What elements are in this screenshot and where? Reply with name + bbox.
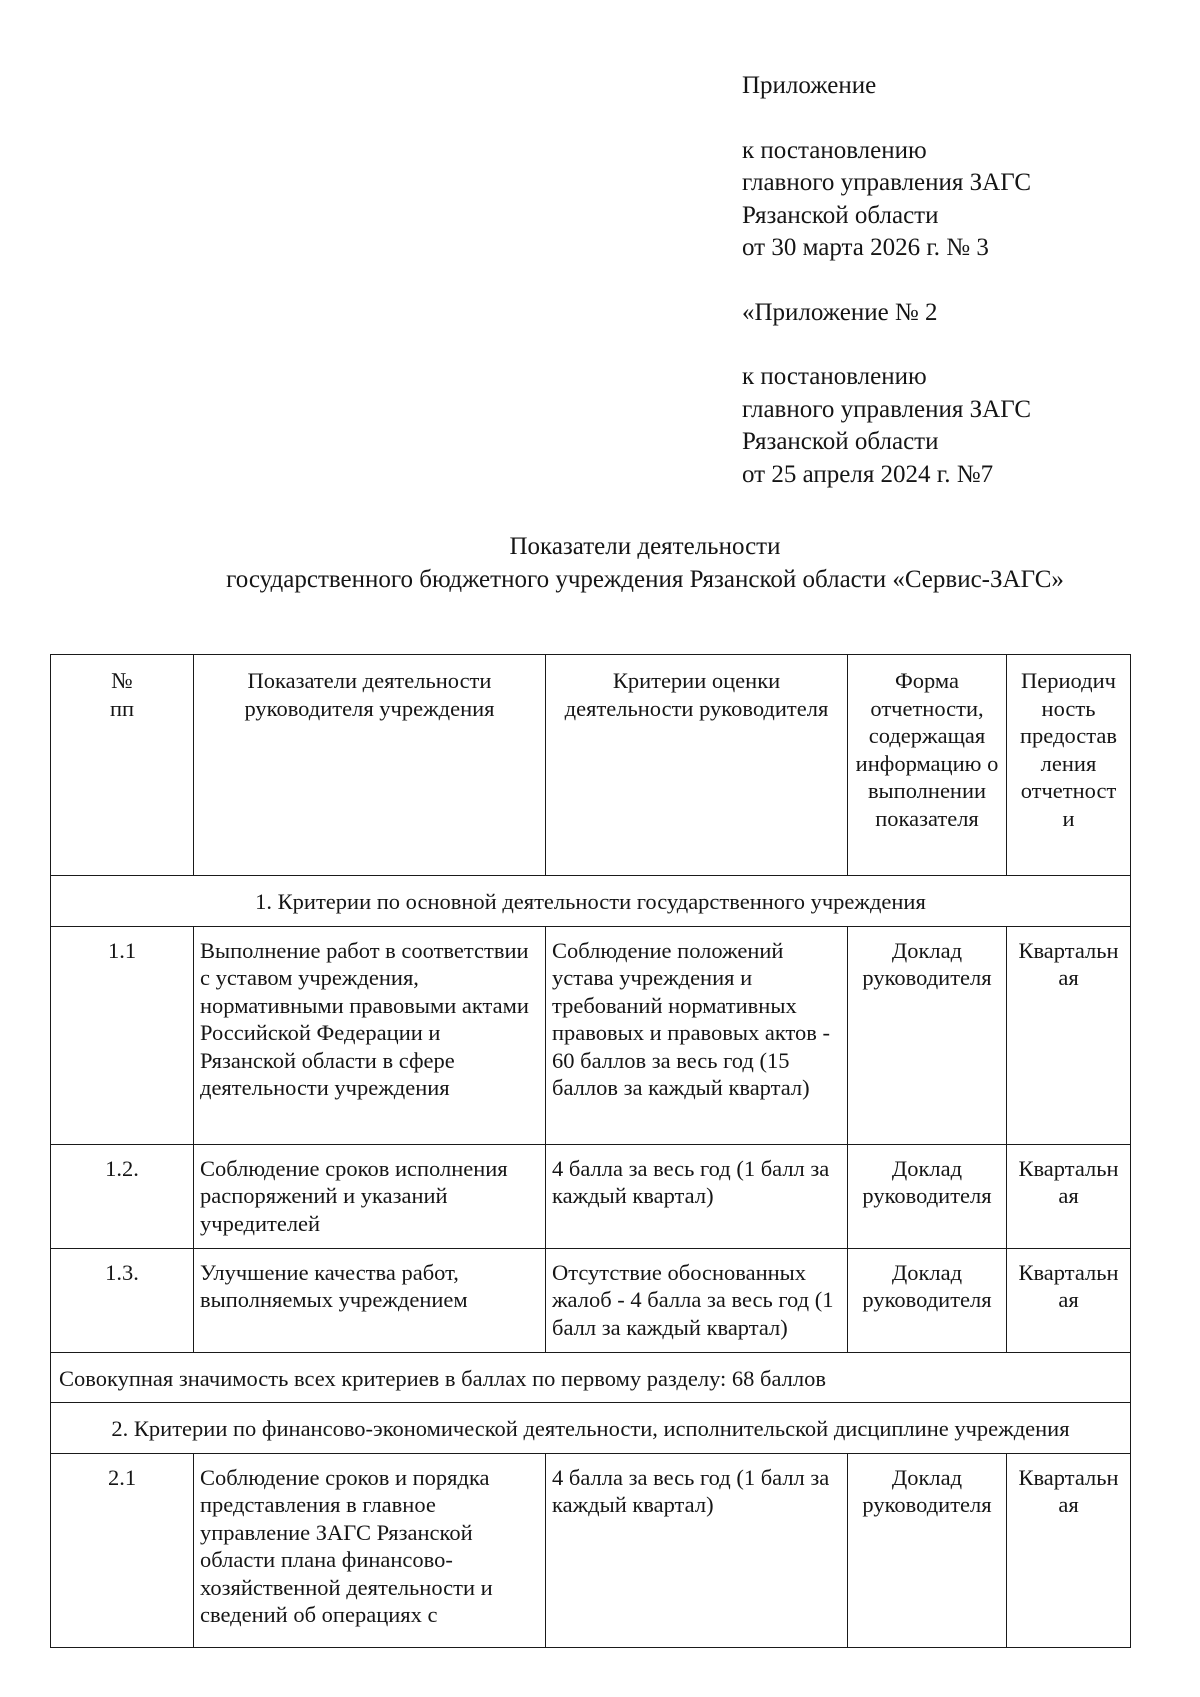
row-number: 2.1 (51, 1453, 194, 1647)
document-title-line1: Показатели деятельности (509, 533, 781, 560)
row-periodicity: Квартальн ая (1007, 926, 1131, 1144)
appendix-line: главного управления ЗАГС (742, 395, 1032, 423)
header-cell-number: № пп (51, 655, 194, 876)
row-criteria: 4 балла за весь год (1 балл за каждый квартал) (546, 1453, 848, 1647)
row-report-form: Доклад руководителя (848, 1144, 1007, 1248)
row-periodicity: Квартальн ая (1007, 1453, 1131, 1647)
appendix-block (742, 70, 1031, 491)
row-number: 1.2. (51, 1144, 194, 1248)
appendix-title: Приложение (742, 72, 877, 99)
indicators-table (50, 654, 1131, 1648)
row-report-form: Доклад руководителя (848, 1453, 1007, 1647)
row-indicator: Соблюдение сроков исполнения распоряжений и указаний учредителей (194, 1144, 546, 1248)
table-header-row (51, 655, 1131, 876)
header-cell-indicator: Показатели деятельности руководителя учреждения (194, 655, 546, 876)
row-number: 1.1 (51, 926, 194, 1144)
section-1-title: 1. Критерии по основной деятельности государственного учреждения (51, 876, 1131, 927)
row-number: 1.3. (51, 1248, 194, 1352)
header-cell-report-form: Форма отчетности, содержащая информацию о выполнении показателя (848, 655, 1007, 876)
document-title (0, 530, 1200, 596)
section-total-row (51, 1352, 1131, 1403)
appendix-line: от 25 апреля 2024 г. №7 (742, 460, 994, 488)
section-row (51, 1403, 1131, 1454)
row-indicator: Улучшение качества работ, выполняемых учреждением (194, 1248, 546, 1352)
appendix-line: Рязанской области (742, 428, 939, 455)
header-cell-periodicity: Периодич ность предостав ления отчетност и (1007, 655, 1131, 876)
appendix-line: к постановлению (742, 136, 927, 164)
row-report-form: Доклад руководителя (848, 926, 1007, 1144)
section-2-title: 2. Критерии по финансово-экономической деятельности, исполнительской дисциплине учреждения (51, 1403, 1131, 1454)
row-indicator: Соблюдение сроков и порядка представления в главное управление ЗАГС Рязанской области плана финансово-хозяйственной деятельности и сведений об операциях с (194, 1453, 546, 1647)
appendix-line: главного управления ЗАГС (742, 169, 1032, 196)
appendix-line: Рязанской области (742, 201, 939, 229)
row-criteria: Отсутствие обоснованных жалоб - 4 балла за весь год (1 балл за каждый квартал) (546, 1248, 848, 1352)
table-row (51, 1248, 1131, 1352)
section-1-total: Совокупная значимость всех критериев в баллах по первому разделу: 68 баллов (51, 1352, 1131, 1403)
row-criteria: Соблюдение положений устава учреждения и требований нормативных правовых и правовых актов - 60 баллов за весь год (15 баллов за каждый квартал) (546, 926, 848, 1144)
appendix-line: от 30 марта 2026 г. № 3 (742, 234, 989, 261)
section-row (51, 876, 1131, 927)
document-title-line2: государственного бюджетного учреждения Рязанской области «Сервис-ЗАГС» (226, 566, 1064, 593)
row-indicator: Выполнение работ в соответствии с уставом учреждения, нормативными правовыми актами Российской Федерации и Рязанской области в сфере деятельности учреждения (194, 926, 546, 1144)
row-periodicity: Квартальн ая (1007, 1144, 1131, 1248)
row-criteria: 4 балла за весь год (1 балл за каждый квартал) (546, 1144, 848, 1248)
table-row (51, 926, 1131, 1144)
table-row (51, 1144, 1131, 1248)
row-periodicity: Квартальн ая (1007, 1248, 1131, 1352)
appendix-title-2: «Приложение № 2 (742, 298, 938, 326)
appendix-line: к постановлению (742, 363, 927, 390)
table-row (51, 1453, 1131, 1647)
row-report-form: Доклад руководителя (848, 1248, 1007, 1352)
header-cell-criteria: Критерии оценки деятельности руководителя (546, 655, 848, 876)
